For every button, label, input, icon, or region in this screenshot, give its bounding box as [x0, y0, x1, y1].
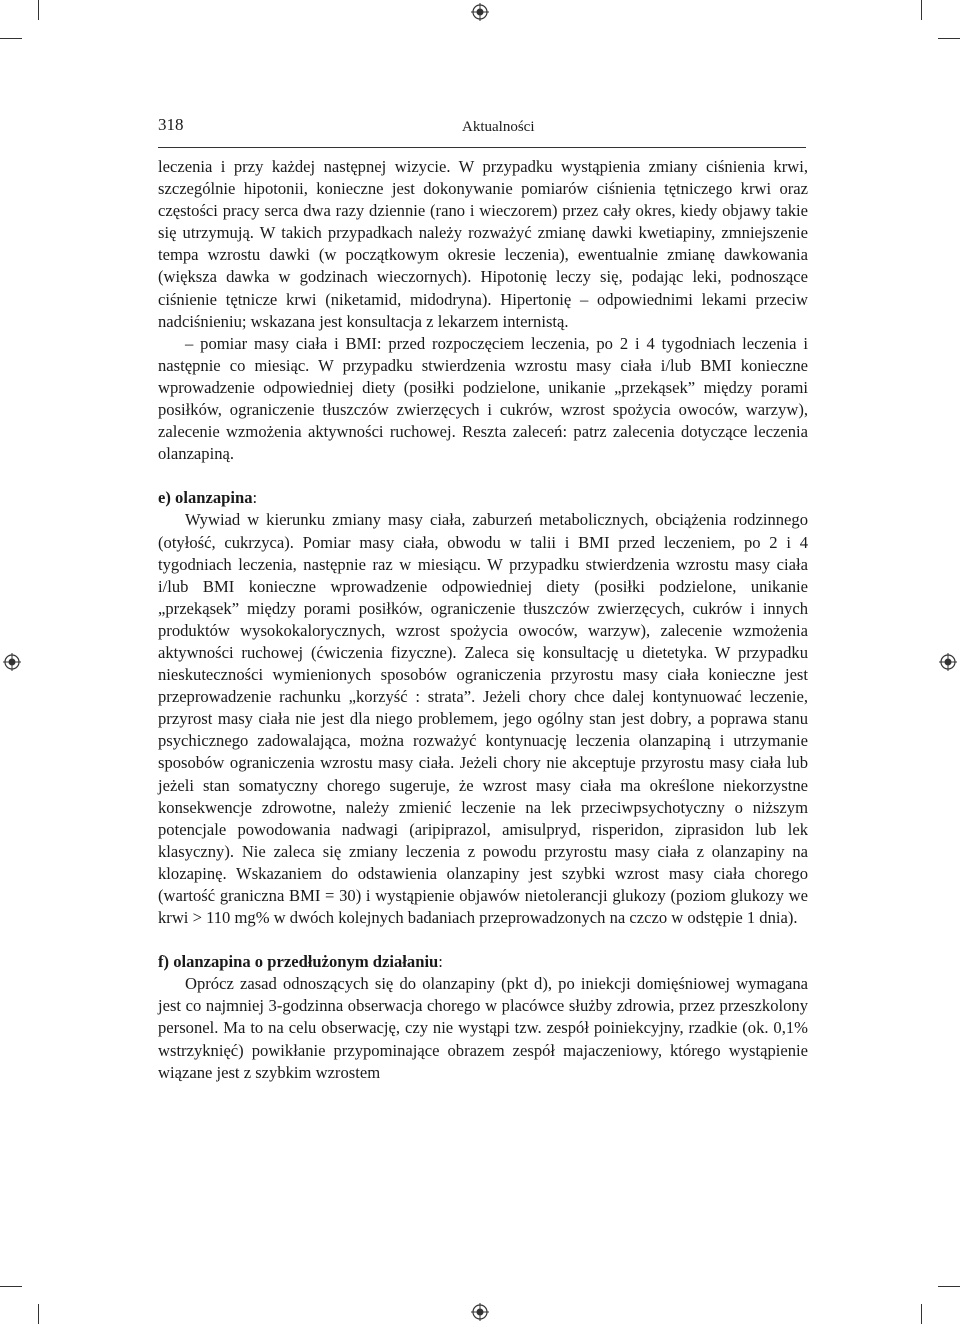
section-heading-f: [158, 951, 808, 973]
paragraph-hypotension: leczenia i przy każdej następnej wizycie. W przypadku wystąpienia zmiany ciśnienia krwi, szczególnie hipotonii, konieczne jest dokonywanie pomiarów ciśnienia tętniczego krwi oraz częstości pracy serca dwa razy dziennie (rano i wieczorem) przez cały okres, kiedy objawy takie się utrzymują. W takich przypadkach należy rozważyć zmianę dawki kwetiapiny, zmniejszenie tempa wzrostu dawki (w początkowym okresie leczenia), ewentualnie zmianę dawkowania (większa dawka w godzinach wieczornych). Hipotonię leczy się, podając leki, podnoszące ciśnienie tętnicze krwi (niketamid, midodryna). Hipertonię – odpowiednimi lekami przeciw nadciśnieniu; wskazana jest konsultacja z lekarzem internistą.: [158, 157, 808, 331]
crop-mark-bottom-right-v: [921, 1304, 922, 1324]
running-head: Aktualności: [462, 119, 535, 135]
crop-mark-top-left-v: [38, 0, 39, 20]
page-number: 318: [158, 115, 184, 134]
section-heading-f-colon: :: [438, 952, 443, 972]
section-heading-e-colon: :: [252, 488, 258, 508]
crop-mark-top-left-h: [0, 38, 22, 39]
header-rule: [158, 147, 806, 148]
page-body: [158, 156, 808, 1084]
registration-mark-top-icon: [471, 3, 489, 21]
paragraph-olanzapine: Wywiad w kierunku zmiany masy ciała, zaburzeń metabolicznych, obciążenia rodzinnego (otyłość, cukrzyca). Pomiar masy ciała, obwodu w talii i BMI przed leczeniem, po 2 i 4 tygodniach leczenia, następnie raz w miesiącu. W przypadku stwierdzenia wzrostu masy ciała i/lub BMI konieczne wprowadzenie odpowiedniej diety (posiłki podzielone, unikanie „przekąsek” między porami posiłków, ograniczenie tłuszczów zwierzęcych, cukrów i innych produktów wysokokalorycznych, wzrost spożycia owoców, warzyw), zalecenie wzmożenia aktywności ruchowej (ćwiczenia fizyczne). Zaleca się konsultację u dietetyka. W przypadku nieskuteczności wymienionych sposobów ograniczenia przyrostu masy ciała konieczne jest przeprowadzenie rachunku „korzyść : strata”. Jeżeli chory chce dalej kontynuować leczenie, przyrost masy ciała nie jest dla niego problemem, jego ogólny stan jest dobry, a poprawa stanu psychicznego zadowalająca, można rozważyć kontynuację leczenia olanzapiną i utrzymanie sposobów ograniczenia wzrostu masy ciała. Jeżeli chory nie akceptuje przyrostu masy ciała lub jeżeli stan somatyczny chorego sugeruje, że wzrost masy ciała ma określone niekorzystne konsekwencje zdrowotne, należy zmienić leczenie na lek przeciwpsychotyczny o niższym potencjale powodowania nadwagi (aripiprazol, amisulpryd, risperidon, ziprasidon lub lek klasyczny). Nie zaleca się zmiany leczenia z powodu przyrostu masy ciała z olanzapiny na klozapinę. Wskazaniem do odstawienia olanzapiny jest szybki wzrost masy ciała chorego (wartość graniczna BMI = 30) i wystąpienie objawów nietolerancji glukozy (poziom glukozy we krwi > 110 mg% w dwóch kolejnych badaniach przeprowadzonych na czczo w odstępie 1 dnia).: [158, 510, 808, 928]
crop-mark-top-right-v: [921, 0, 922, 20]
section-heading-e: [158, 487, 808, 509]
crop-mark-bottom-left-v: [38, 1304, 39, 1324]
section-gap: [158, 929, 808, 951]
registration-mark-bottom-icon: [471, 1303, 489, 1321]
registration-mark-right-icon: [939, 653, 957, 671]
crop-mark-top-right-h: [938, 38, 960, 39]
crop-mark-bottom-left-h: [0, 1286, 22, 1287]
paragraph-long-acting-olanzapine: Oprócz zasad odnoszących się do olanzapiny (pkt d), po iniekcji domięśniowej wymagana jest co najmniej 3-godzinna obserwacja chorego w placówce służby zdrowia, przez przeszkolony personel. Ma to na celu obserwację, czy nie wystąpi tzw. zespół poiniekcyjny, rzadkie (ok. 0,1% wstrzyknięć) powikłanie przypominające obrazem zespół majaczeniowy, którego wystąpienie wiązane jest z szybkim wzrostem: [158, 974, 808, 1082]
crop-mark-bottom-right-h: [938, 1286, 960, 1287]
paragraph-body-mass: – pomiar masy ciała i BMI: przed rozpoczęciem leczenia, po 2 i 4 tygodniach leczenia i następnie co miesiąc. W przypadku stwierdzenia wzrostu masy ciała i/lub BMI konieczne wprowadzenie odpowiedniej diety (posiłki podzielone, unikanie „przekąsek” między porami posiłków, ograniczenie tłuszczów zwierzęcych i cukrów, wzrost spożycia owoców, warzyw), zalecenie wzmożenia aktywności ruchowej. Reszta zaleceń: patrz zalecenia dotyczące leczenia olanzapiną.: [158, 333, 808, 464]
registration-mark-left-icon: [3, 653, 21, 671]
section-heading-e-title: e) olanzapina: [158, 488, 253, 508]
section-gap: [158, 465, 808, 487]
section-heading-f-title: f) olanzapina o przedłużonym działaniu: [158, 952, 439, 972]
